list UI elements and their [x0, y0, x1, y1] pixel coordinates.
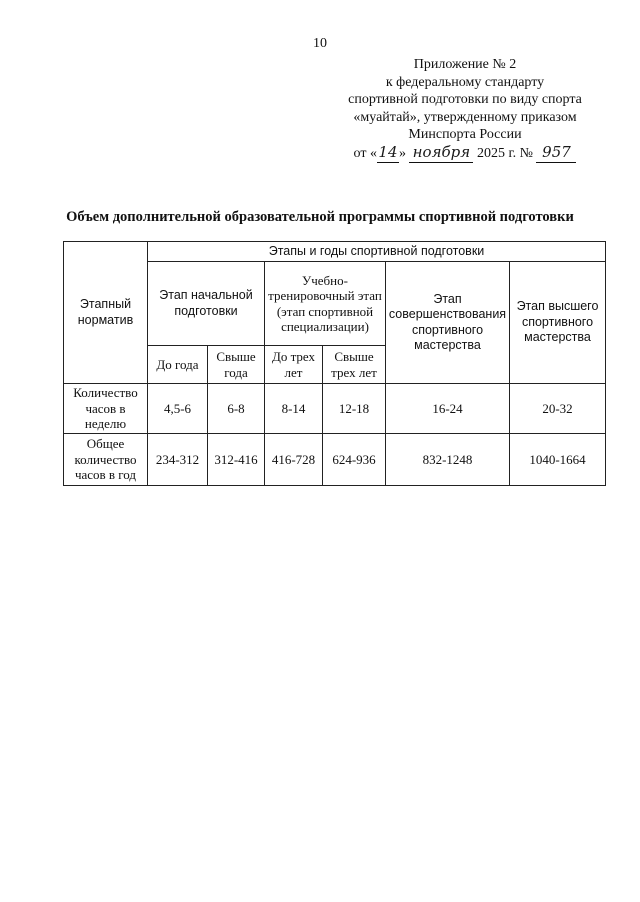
program-volume-table [63, 241, 606, 486]
appendix-line: «муайтай», утвержденному приказом [353, 109, 577, 125]
table-cell: 16-24 [386, 384, 510, 434]
table-row [64, 384, 606, 434]
table-cell: 832-1248 [386, 434, 510, 486]
table-cell: 20-32 [510, 384, 606, 434]
header-sub-initial-1: До года [148, 346, 208, 384]
appendix-header [300, 56, 630, 163]
table-cell: 12-18 [323, 384, 386, 434]
table-cell: 8-14 [265, 384, 323, 434]
table-cell: 624-936 [323, 434, 386, 486]
row-label: Количество часов в неделю [64, 384, 148, 434]
table-cell: 416-728 [265, 434, 323, 486]
table-cell: 6-8 [208, 384, 265, 434]
appendix-line: Приложение № 2 [413, 57, 517, 72]
header-stage-training: Учебно-тренировочный этап (этап спортивной специализации) [265, 262, 386, 346]
table-row [64, 434, 606, 486]
header-stages-group: Этапы и годы спортивной подготовки [148, 242, 606, 262]
date-prefix: от « [353, 145, 377, 161]
header-norm: Этапный норматив [64, 242, 148, 384]
order-date-line [300, 144, 630, 164]
table-cell: 312-416 [208, 434, 265, 486]
appendix-line: спортивной подготовки по виду спорта [348, 92, 582, 107]
document-title: Объем дополнительной образовательной программы спортивной подготовки [66, 209, 574, 225]
row-label: Общее количество часов в год [64, 434, 148, 486]
header-stage-highest: Этап высшего спортивного мастерства [510, 262, 606, 384]
header-stage-initial: Этап начальной подготовки [148, 262, 265, 346]
header-sub-initial-2: Свыше года [208, 346, 265, 384]
header-sub-training-2: Свыше трех лет [323, 346, 386, 384]
table-cell: 234-312 [148, 434, 208, 486]
order-number: 957 [542, 142, 571, 161]
header-stage-improvement: Этап совершенствования спортивного мастерства [386, 262, 510, 384]
order-year: 2025 г. № [476, 145, 533, 161]
table-cell: 4,5-6 [148, 384, 208, 434]
page-number: 10 [313, 36, 327, 51]
order-day: 14 [378, 142, 398, 161]
table-cell: 1040-1664 [510, 434, 606, 486]
appendix-line: к федеральному стандарту [385, 74, 545, 90]
order-month: ноября [412, 142, 471, 161]
appendix-line: Минспорта России [408, 127, 522, 142]
header-sub-training-1: До трех лет [265, 346, 323, 384]
date-mid: » [398, 145, 406, 161]
